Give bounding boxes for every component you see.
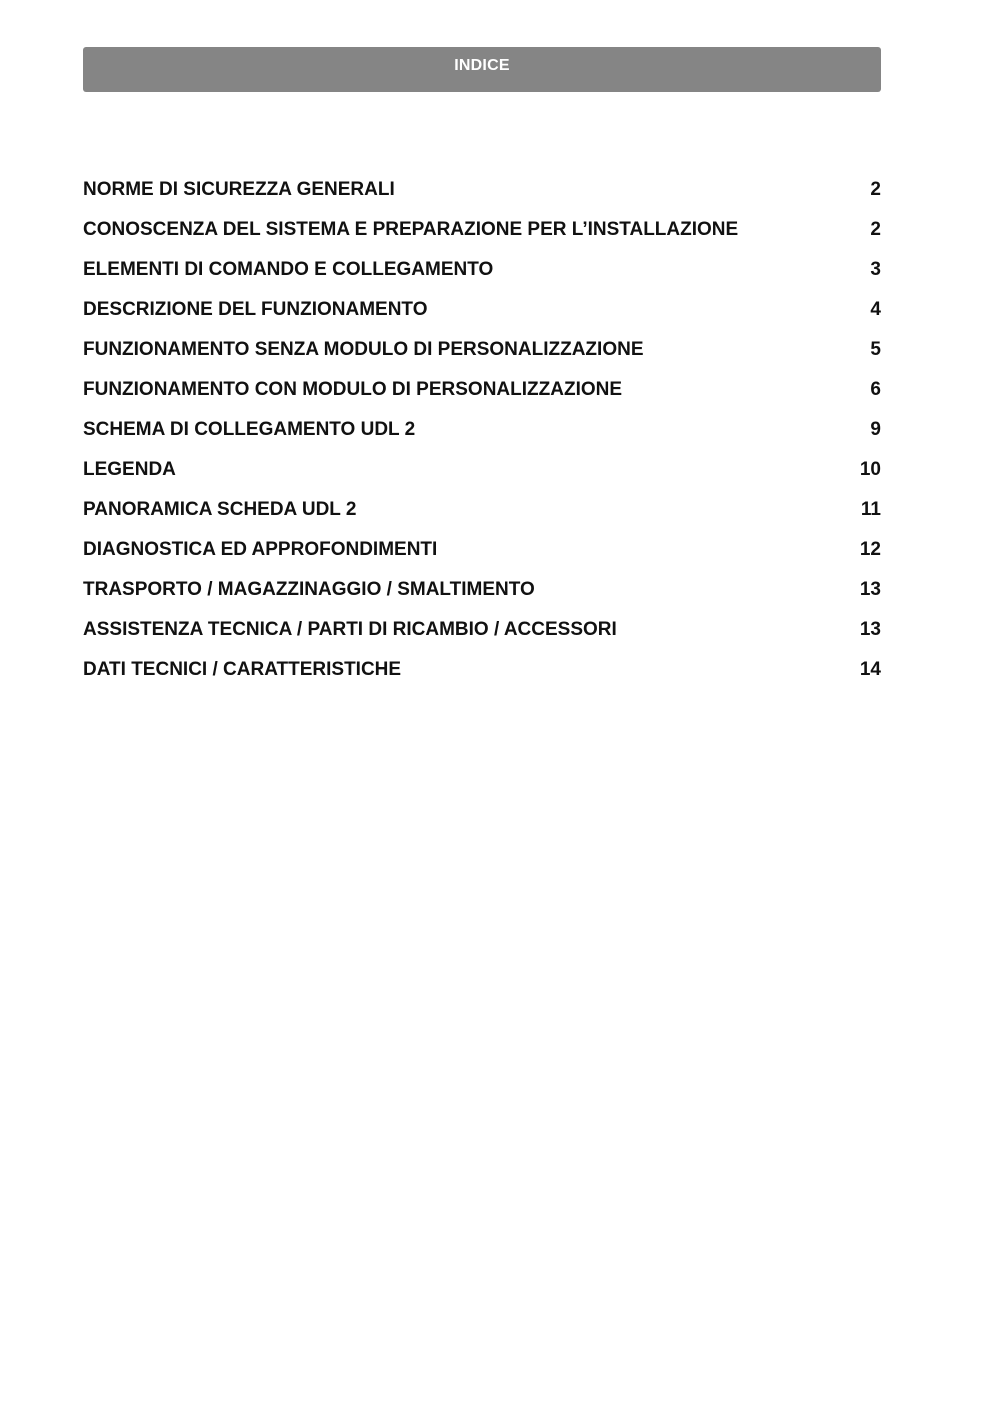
toc-entry-label: LEGENDA <box>83 459 176 480</box>
toc-entry-label: TRASPORTO / MAGAZZINAGGIO / SMALTIMENTO <box>83 579 535 600</box>
toc-entry-panoramica-scheda[interactable] <box>83 490 881 530</box>
toc-entry-label: ASSISTENZA TECNICA / PARTI DI RICAMBIO / ACCESSORI <box>83 619 617 640</box>
toc-entry-elementi-comando[interactable] <box>83 250 881 290</box>
toc-entry-label: DIAGNOSTICA ED APPROFONDIMENTI <box>83 539 438 560</box>
toc-entry-page: 3 <box>870 259 881 280</box>
toc-entry-label: ELEMENTI DI COMANDO E COLLEGAMENTO <box>83 259 494 280</box>
toc-entry-page: 5 <box>870 339 881 360</box>
table-of-contents <box>83 170 881 690</box>
toc-entry-page: 14 <box>859 659 881 680</box>
toc-entry-senza-modulo[interactable] <box>83 330 881 370</box>
toc-entry-page: 6 <box>870 379 881 400</box>
toc-entry-page: 12 <box>859 539 881 560</box>
toc-entry-label: DESCRIZIONE DEL FUNZIONAMENTO <box>83 299 428 320</box>
toc-entry-trasporto[interactable] <box>83 570 881 610</box>
toc-entry-page: 10 <box>859 459 881 480</box>
toc-entry-descrizione-funzionamento[interactable] <box>83 290 881 330</box>
toc-entry-label: NORME DI SICUREZZA GENERALI <box>83 179 395 200</box>
toc-entry-label: PANORAMICA SCHEDA UDL 2 <box>83 499 357 520</box>
toc-entry-con-modulo[interactable] <box>83 370 881 410</box>
toc-entry-label: CONOSCENZA DEL SISTEMA E PREPARAZIONE PER L’INSTALLAZIONE <box>83 219 739 240</box>
toc-entry-legenda[interactable] <box>83 450 881 490</box>
index-title: INDICE <box>454 57 510 74</box>
index-header-bar <box>83 47 881 92</box>
toc-entry-page: 2 <box>870 179 881 200</box>
toc-entry-conoscenza-sistema[interactable] <box>83 210 881 250</box>
toc-entry-page: 9 <box>870 419 881 440</box>
toc-entry-dati-tecnici[interactable] <box>83 650 881 690</box>
toc-entry-norme-sicurezza[interactable] <box>83 170 881 210</box>
toc-entry-diagnostica[interactable] <box>83 530 881 570</box>
toc-entry-label: FUNZIONAMENTO CON MODULO DI PERSONALIZZAZIONE <box>83 379 623 400</box>
toc-entry-label: SCHEMA DI COLLEGAMENTO UDL 2 <box>83 419 416 440</box>
toc-entry-page: 11 <box>860 499 881 520</box>
toc-entry-label: DATI TECNICI / CARATTERISTICHE <box>83 659 402 680</box>
toc-entry-label: FUNZIONAMENTO SENZA MODULO DI PERSONALIZZAZIONE <box>83 339 644 360</box>
toc-entry-page: 2 <box>870 219 881 240</box>
toc-entry-page: 13 <box>859 619 881 640</box>
toc-entry-page: 4 <box>870 299 881 320</box>
toc-entry-page: 13 <box>859 579 881 600</box>
toc-entry-schema-collegamento[interactable] <box>83 410 881 450</box>
toc-entry-assistenza-tecnica[interactable] <box>83 610 881 650</box>
